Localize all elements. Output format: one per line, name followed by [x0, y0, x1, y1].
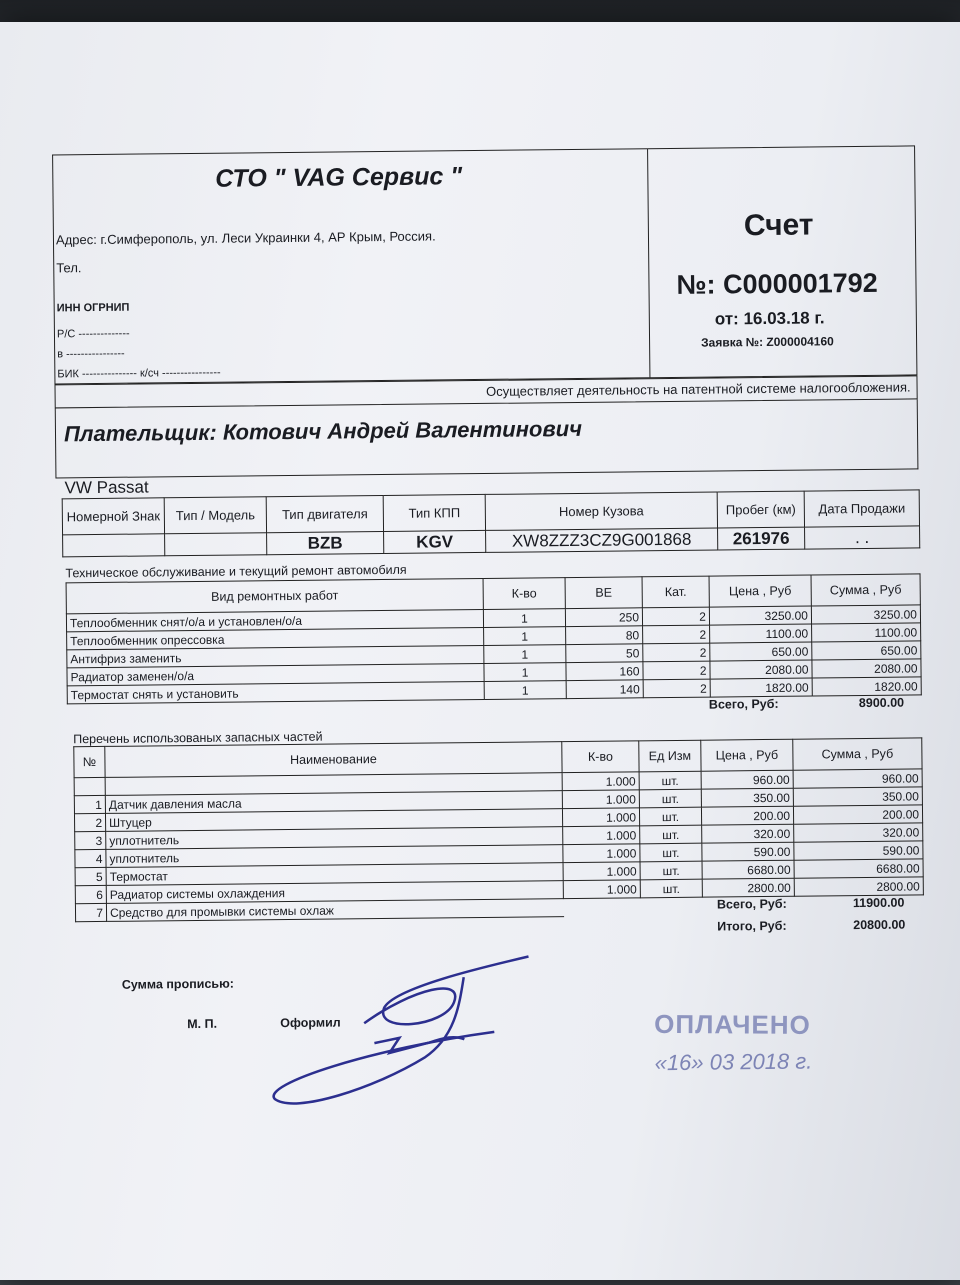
- part-unit: шт.: [639, 789, 701, 808]
- part-sum: 200.00: [793, 805, 922, 824]
- service-qty: 1: [483, 609, 565, 628]
- part-qty: 1.000: [562, 808, 639, 827]
- part-price: 2800.00: [702, 878, 794, 897]
- part-unit: шт.: [639, 807, 701, 826]
- part-qty: 1.000: [563, 880, 640, 899]
- company-bik: БИК --------------- к/сч ----------------: [57, 366, 221, 381]
- part-unit: шт.: [640, 879, 702, 898]
- part-sum: 590.00: [794, 841, 923, 860]
- vehicle-header: Пробег (км): [717, 491, 804, 528]
- vehicle-header: Номерной Знак: [62, 498, 164, 535]
- part-name: уплотнитель: [106, 827, 563, 850]
- services-header: К-во: [483, 578, 565, 610]
- payer-name: Плательщик: Котович Андрей Валентинович: [63, 415, 583, 447]
- invoice-title: Счет: [743, 208, 814, 243]
- vehicle-value: [165, 533, 267, 556]
- part-index: 6: [75, 885, 106, 903]
- part-index: 3: [75, 831, 106, 849]
- vehicle-value: [63, 534, 165, 557]
- vehicle-value: BZB: [267, 532, 384, 555]
- company-rs: Р/С --------------: [56, 327, 130, 341]
- service-sum: 1100.00: [812, 623, 921, 642]
- car-model: VW Passat: [64, 477, 149, 498]
- services-header: Вид ремонтных работ: [66, 578, 483, 613]
- part-sum: 2800.00: [794, 877, 923, 896]
- vehicle-value: XW8ZZZ3CZ9G001868: [486, 528, 718, 552]
- service-price: 1820.00: [710, 678, 812, 697]
- paid-stamp: ОПЛАЧЕНО: [654, 1008, 811, 1040]
- service-name: Радиатор заменен/о/а: [67, 663, 484, 685]
- vehicle-table: [62, 489, 921, 557]
- part-sum: 320.00: [794, 823, 923, 842]
- parts-table: [73, 737, 924, 922]
- part-index: 4: [75, 849, 106, 867]
- service-name: Антифриз заменить: [67, 645, 484, 667]
- paid-stamp-date: «16» 03 2018 г.: [654, 1048, 813, 1076]
- service-price: 1100.00: [710, 624, 812, 643]
- grand-total: 20800.00: [853, 917, 906, 933]
- company-address: Адрес: г.Симферополь, ул. Леси Украинки 4, АР Крым, Россия.: [55, 228, 436, 248]
- service-sum: 650.00: [812, 641, 921, 660]
- company-name: СТО " VAG Сервис ": [215, 162, 463, 193]
- service-sum: 1820.00: [812, 677, 921, 696]
- service-category: 2: [643, 661, 710, 680]
- grand-total-label: Итого, Руб:: [717, 918, 787, 934]
- service-category: 2: [642, 607, 709, 626]
- service-qty: 1: [484, 663, 566, 682]
- service-units: 80: [566, 626, 643, 645]
- invoice-paper: [0, 22, 960, 1280]
- vehicle-header: Номер Кузова: [485, 492, 717, 530]
- part-price: 320.00: [702, 824, 794, 843]
- service-name: Термостат снять и установить: [67, 681, 484, 703]
- part-price: 590.00: [702, 842, 794, 861]
- service-name: Теплообменник снят/о/а и установлен/о/а: [66, 609, 483, 631]
- services-header: Кат.: [642, 576, 709, 608]
- part-unit: шт.: [639, 771, 701, 790]
- service-price: 650.00: [710, 642, 812, 661]
- service-category: 2: [643, 625, 710, 644]
- signature: [253, 946, 555, 1119]
- invoice-document: [0, 17, 960, 1285]
- part-name: Датчик давления масла: [105, 791, 562, 814]
- company-phone: Тел.: [56, 260, 82, 276]
- part-price: 350.00: [701, 788, 793, 807]
- part-name: Штуцер: [105, 809, 562, 832]
- part-unit: шт.: [640, 825, 702, 844]
- vehicle-header: Дата Продажи: [804, 490, 919, 527]
- vehicle-value: 261976: [718, 527, 805, 550]
- part-price: 960.00: [701, 770, 793, 789]
- service-qty: 1: [484, 645, 566, 664]
- vehicle-value: KGV: [384, 530, 486, 553]
- part-index: [74, 777, 105, 795]
- service-price: 3250.00: [709, 606, 811, 625]
- part-qty: 1.000: [563, 826, 640, 845]
- patent-note: Осуществляет деятельность на патентной системе налогообложения.: [485, 379, 911, 399]
- service-units: 160: [566, 662, 643, 681]
- invoice-number: №: С000001792: [676, 267, 878, 300]
- part-unit: шт.: [640, 861, 702, 880]
- part-qty: 1.000: [563, 862, 640, 881]
- part-name: Радиатор системы охлаждения: [106, 881, 563, 904]
- part-qty: [563, 898, 640, 917]
- part-unit: [640, 897, 702, 916]
- vehicle-header: Тип / Модель: [164, 497, 266, 534]
- services-total: 8900.00: [858, 695, 905, 711]
- part-index: 1: [74, 795, 105, 813]
- parts-header: Наименование: [105, 742, 562, 778]
- services-header: Сумма , Руб: [811, 574, 920, 606]
- invoice-date: от: 16.03.18 г.: [714, 308, 825, 329]
- service-qty: 1: [484, 681, 566, 700]
- services-title: Техническое обслуживание и текущий ремонт автомобиля: [65, 562, 407, 581]
- parts-header: №: [74, 746, 105, 777]
- part-unit: шт.: [640, 843, 702, 862]
- part-name: уплотнитель: [106, 845, 563, 868]
- service-category: 2: [643, 679, 710, 698]
- parts-total: 11900.00: [852, 895, 905, 911]
- service-category: 2: [643, 643, 710, 662]
- vehicle-header: Тип КПП: [383, 494, 485, 531]
- part-qty: 1.000: [562, 790, 639, 809]
- vehicle-header: Тип двигателя: [266, 496, 383, 533]
- service-sum: 3250.00: [811, 605, 920, 624]
- vehicle-value: . .: [805, 526, 920, 549]
- part-price: 6680.00: [702, 860, 794, 879]
- parts-header: Сумма , Руб: [793, 738, 922, 770]
- services-total-label: Всего, Руб:: [708, 696, 779, 712]
- signature-stroke: [364, 957, 530, 1025]
- part-sum: 960.00: [793, 769, 922, 788]
- part-qty: 1.000: [563, 844, 640, 863]
- part-index: 2: [74, 813, 105, 831]
- seal-label: М. П.: [187, 1016, 218, 1032]
- part-sum: 6680.00: [794, 859, 923, 878]
- company-bank: в ----------------: [57, 347, 125, 361]
- service-price: 2080.00: [710, 660, 812, 679]
- made-by-label: Оформил: [280, 1015, 341, 1031]
- sum-in-words-label: Сумма прописью:: [121, 976, 234, 992]
- service-units: 250: [565, 608, 642, 627]
- part-name: Средство для промывки системы охлаж: [106, 899, 563, 922]
- part-sum: 350.00: [793, 787, 922, 806]
- part-price: 200.00: [701, 806, 793, 825]
- part-index: 5: [75, 867, 106, 885]
- services-header: ВЕ: [565, 577, 642, 609]
- parts-title: Перечень использованых запасных частей: [73, 729, 323, 747]
- part-index: 7: [75, 903, 106, 921]
- services-header: Цена , Руб: [709, 575, 811, 607]
- services-table: [66, 573, 922, 704]
- part-qty: 1.000: [562, 772, 639, 791]
- service-qty: 1: [484, 627, 566, 646]
- parts-header: К-во: [562, 741, 639, 773]
- part-name: Термостат: [106, 863, 563, 886]
- company-inn: ИНН ОГРНИП: [56, 301, 130, 315]
- request-number: Заявка №: Z000004160: [701, 334, 834, 350]
- service-name: Теплообменник опрессовка: [67, 627, 484, 649]
- service-sum: 2080.00: [812, 659, 921, 678]
- service-units: 140: [566, 680, 643, 699]
- parts-header: Ед Изм: [639, 740, 701, 772]
- parts-total-label: Всего, Руб:: [716, 896, 787, 912]
- service-units: 50: [566, 644, 643, 663]
- parts-header: Цена , Руб: [701, 739, 793, 771]
